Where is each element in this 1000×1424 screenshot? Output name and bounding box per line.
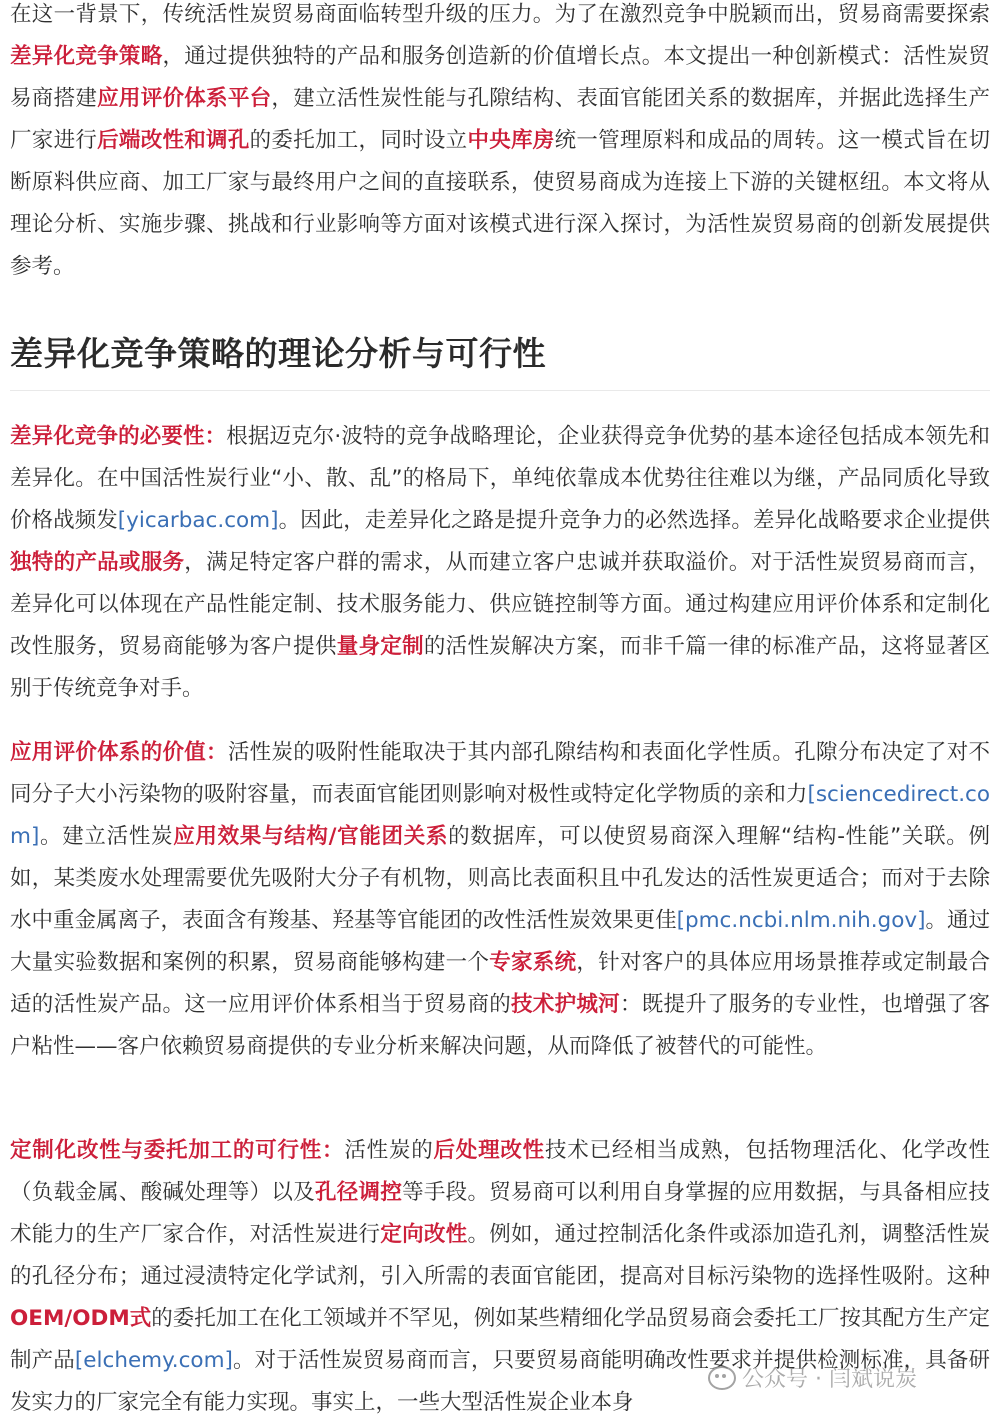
highlight-modification: 后端改性和调孔 xyxy=(97,128,250,153)
highlight-pore-control: 孔径调控 xyxy=(314,1180,403,1205)
highlight-evaluation-platform: 应用评价体系平台 xyxy=(97,86,272,111)
intro-text-3: ，建立活性炭性能与孔隙结构、表面官能团关系的数据库，并据此选择生产厂家进行 xyxy=(10,86,990,153)
link-sciencedirect[interactable]: [sciencedirect.com] xyxy=(10,782,990,849)
s2-text-1: 活性炭的吸附性能取决于其内部孔隙结构和表面化学性质。孔隙分布决定了对不同分子大小污染物的吸附容量，而表面官能团则影响对极性或特定化学物质的亲和力 xyxy=(10,740,990,807)
s3-text-6: 。对于活性炭贸易商而言，只要贸易商能明确改性要求并提供检测标准，具备研发实力的厂家完全有能力实现。事实上，一些大型活性炭企业本身 xyxy=(10,1348,990,1415)
highlight-unique-products: 独特的产品或服务 xyxy=(10,550,185,575)
s1-text-3: ，满足特定客户群的需求，从而建立客户忠诚并获取溢价。对于活性炭贸易商而言，差异化可以体现在产品性能定制、技术服务能力、供应链控制等方面。通过构建应用评价体系和定制化改性服务，贸易商能够为客户提供 xyxy=(10,550,990,659)
paragraph-necessity xyxy=(10,416,990,710)
s2-text-6: ：既提升了服务的专业性，也增强了客户粘性——客户依赖贸易商提供的专业分析来解决问题，从而降低了被替代的可能性。 xyxy=(10,992,990,1059)
s3-text-5: 的委托加工在化工领域并不罕见，例如某些精细化学品贸易商会委托工厂按其配方生产定制产品 xyxy=(10,1306,990,1373)
highlight-post-treatment: 后处理改性 xyxy=(433,1138,545,1163)
intro-text-1: 在这一背景下，传统活性炭贸易商面临转型升级的压力。为了在激烈竞争中脱颖而出，贸易商需要探索 xyxy=(10,2,990,27)
s3-text-2: 技术已经相当成熟，包括物理活化、化学改性（负载金属、酸碱处理等）以及 xyxy=(10,1138,990,1205)
s3-text-4: 。例如，通过控制活化条件或添加造孔剂，调整活性炭的孔径分布；通过浸渍特定化学试剂，引入所需的表面官能团，提高对目标污染物的选择性吸附。这种 xyxy=(10,1222,990,1289)
intro-text-5: 统一管理原料和成品的周转。这一模式旨在切断原料供应商、加工厂家与最终用户之间的直接联系，使贸易商成为连接上下游的关键枢纽。本文将从理论分析、实施步骤、挑战和行业影响等方面对该模式进行深入探讨，为活性炭贸易商的创新发展提供参考。 xyxy=(10,128,990,279)
wechat-icon xyxy=(708,1366,736,1390)
highlight-oem-odm: OEM/ODM式 xyxy=(10,1306,152,1331)
link-pmc-ncbi[interactable]: [pmc.ncbi.nlm.nih.gov] xyxy=(676,908,926,933)
heading-divider xyxy=(10,390,990,391)
highlight-differentiation-strategy: 差异化竞争策略 xyxy=(10,44,163,69)
s1-text-2: 。因此，走差异化之路是提升竞争力的必然选择。差异化战略要求企业提供 xyxy=(278,508,990,533)
s2-text-4: 。通过大量实验数据和案例的积累，贸易商能够构建一个 xyxy=(10,908,990,975)
highlight-central-warehouse: 中央库房 xyxy=(467,128,555,153)
section-heading: 差异化竞争策略的理论分析与可行性 xyxy=(10,334,546,373)
watermark-text: 公众号 · 闫斌说炭 xyxy=(742,1367,917,1392)
intro-text-4: 的委托加工，同时设立 xyxy=(249,128,468,153)
paragraph-lead-customization: 定制化改性与委托加工的可行性： xyxy=(10,1138,345,1163)
intro-text-2: ，通过提供独特的产品和服务创造新的价值增长点。本文提出一种创新模式：活性炭贸易商搭建 xyxy=(10,44,990,111)
highlight-structure-relation: 应用效果与结构/官能团关系 xyxy=(173,824,449,849)
highlight-directed-modification: 定向改性 xyxy=(380,1222,468,1247)
wechat-watermark xyxy=(708,1362,917,1393)
s2-text-5: ，针对客户的具体应用场景推荐或定制最合适的活性炭产品。这一应用评价体系相当于贸易商的 xyxy=(10,950,990,1017)
link-elchemy[interactable]: [elchemy.com] xyxy=(74,1348,233,1373)
s2-text-2: 。建立活性炭 xyxy=(39,824,174,849)
s3-text-3: 等手段。贸易商可以利用自身掌握的应用数据，与具备相应技术能力的生产厂家合作，对活性炭进行 xyxy=(10,1180,990,1247)
highlight-expert-system: 专家系统 xyxy=(489,950,577,975)
s2-text-3: 的数据库，可以使贸易商深入理解“结构-性能”关联。例如，某类废水处理需要优先吸附大分子有机物，则高比表面积且中孔发达的活性炭更适合；而对于去除水中重金属离子，表面含有羧基、羟基等官能团的改性活性炭效果更佳 xyxy=(10,824,990,933)
s3-text-1: 活性炭的 xyxy=(344,1138,434,1163)
paragraph-evaluation-value xyxy=(10,732,990,1068)
highlight-tailored: 量身定制 xyxy=(336,634,424,659)
highlight-moat: 技术护城河 xyxy=(511,992,620,1017)
intro-paragraph xyxy=(10,0,990,288)
paragraph-lead-evaluation: 应用评价体系的价值： xyxy=(10,740,228,765)
s1-text-4: 的活性炭解决方案，而非千篇一律的标准产品，这将显著区别于传统竞争对手。 xyxy=(10,634,990,701)
link-yicarbac[interactable]: [yicarbac.com] xyxy=(117,508,279,533)
s1-text-1: 根据迈克尔·波特的竞争战略理论，企业获得竞争优势的基本途径包括成本领先和差异化。在中国活性炭行业“小、散、乱”的格局下，单纯依靠成本优势往往难以为继，产品同质化导致价格战频发 xyxy=(10,424,990,533)
paragraph-lead-necessity: 差异化竞争的必要性： xyxy=(10,424,227,449)
